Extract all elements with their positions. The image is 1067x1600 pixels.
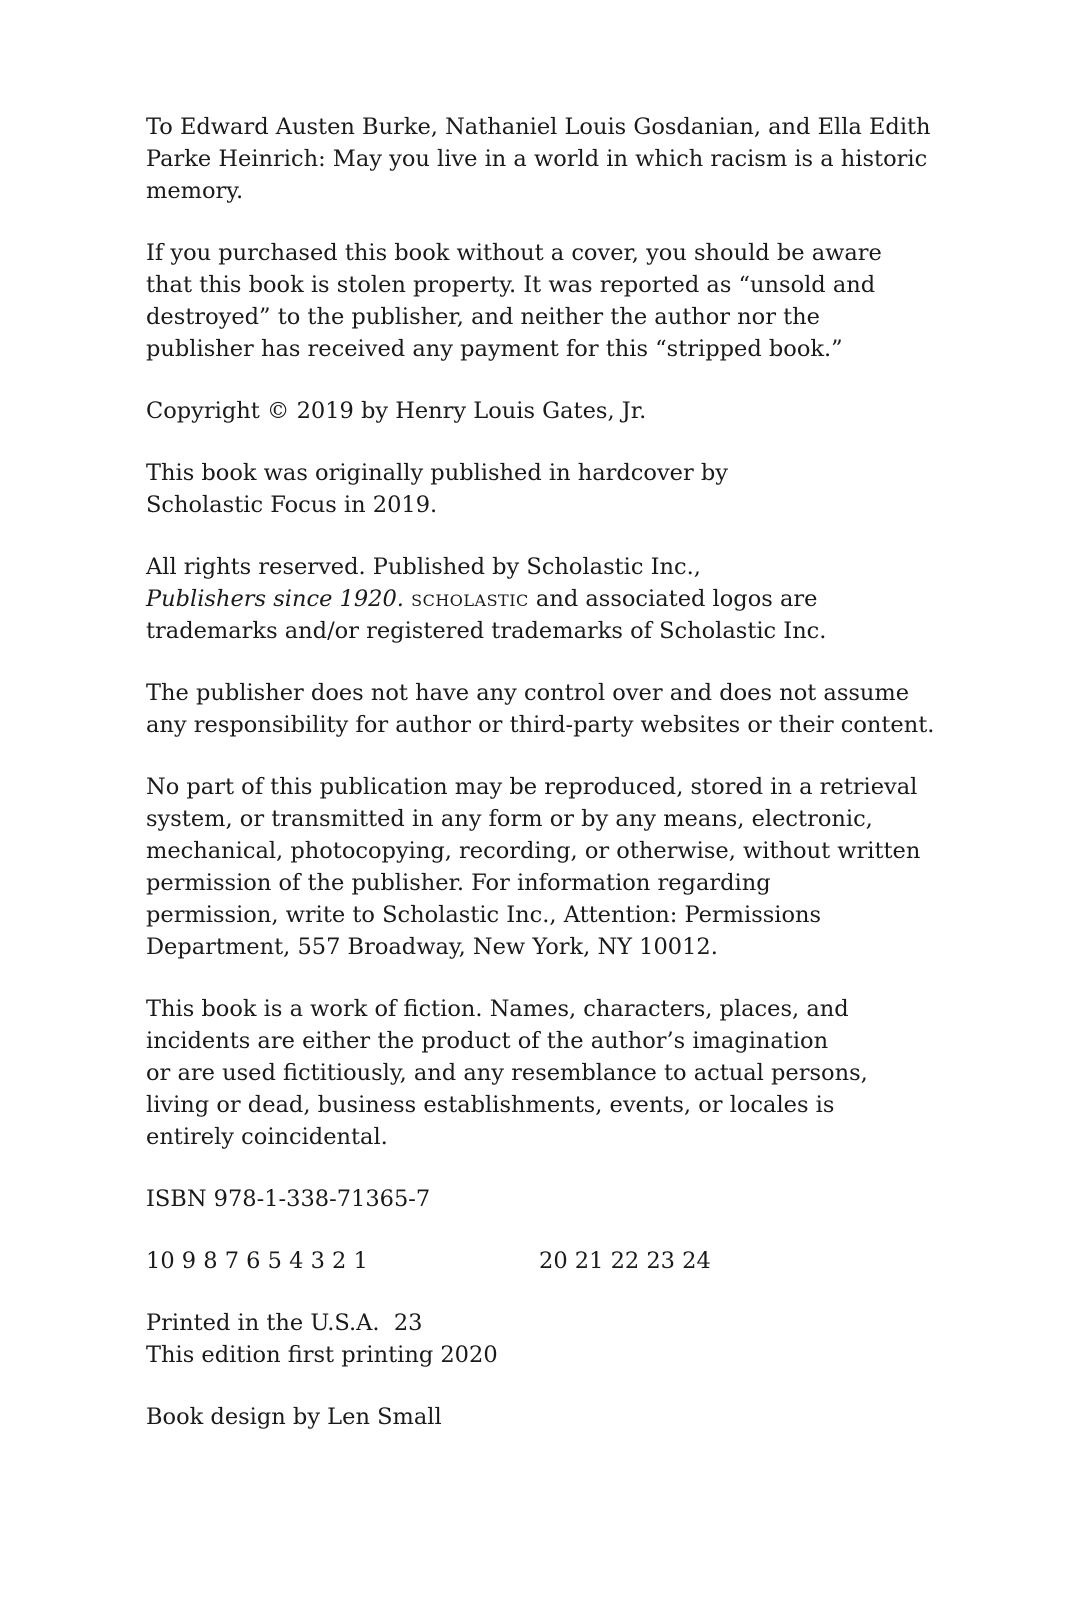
impression-numbers: 10 9 8 7 6 5 4 3 2 1 (146, 1248, 368, 1274)
reproduction-line: system, or transmitted in any form or by any means, electronic, (146, 806, 873, 832)
publishers-since-text: Publishers since 1920. (146, 586, 404, 612)
reproduction-notice (146, 771, 936, 963)
notice-line: that this book is stolen property. It was reported as “unsold and (146, 272, 876, 298)
rights-line: trademarks and/or registered trademarks of Scholastic Inc. (146, 618, 827, 644)
original-publication (146, 457, 936, 521)
reproduction-line: permission, write to Scholastic Inc., Attention: Permissions (146, 902, 822, 928)
fiction-line: or are used fictitiously, and any resemblance to actual persons, (146, 1060, 868, 1086)
reproduction-line: permission of the publisher. For information regarding (146, 870, 771, 896)
isbn (146, 1183, 936, 1215)
notice-line: If you purchased this book without a cover, you should be aware (146, 240, 882, 266)
fiction-line: entirely coincidental. (146, 1124, 388, 1150)
dedication-line: Parke Heinrich: May you live in a world in which racism is a historic (146, 146, 928, 172)
dedication (146, 111, 936, 207)
publication-line: Scholastic Focus in 2019. (146, 492, 438, 518)
copyright-line (146, 395, 936, 427)
disclaimer-line: The publisher does not have any control over and does not assume (146, 680, 910, 706)
copyright-text: Copyright © 2019 by Henry Louis Gates, Jr. (146, 398, 647, 424)
rights-line-rest: and associated logos are (535, 586, 818, 612)
scholastic-trademark: scholastic (411, 586, 529, 612)
design-credit (146, 1401, 936, 1433)
rights-line (146, 583, 936, 615)
notice-line: destroyed” to the publisher, and neither the author nor the (146, 304, 820, 330)
printed-in-line: Printed in the U.S.A. 23 (146, 1310, 423, 1336)
reproduction-line: Department, 557 Broadway, New York, NY 10012. (146, 934, 718, 960)
fiction-disclaimer (146, 993, 936, 1153)
fiction-line: living or dead, business establishments, events, or locales is (146, 1092, 835, 1118)
reproduction-line: mechanical, photocopying, recording, or otherwise, without written (146, 838, 921, 864)
reproduction-line: No part of this publication may be reproduced, stored in a retrieval (146, 774, 918, 800)
copyright-text-column (146, 111, 936, 1463)
printing-info (146, 1307, 936, 1371)
isbn-text: ISBN 978-1-338-71365-7 (146, 1186, 431, 1212)
printing-number-line (146, 1245, 936, 1277)
edition-line: This edition first printing 2020 (146, 1342, 498, 1368)
rights-line: All rights reserved. Published by Scholastic Inc., (146, 554, 701, 580)
fiction-line: This book is a work of fiction. Names, characters, places, and (146, 996, 849, 1022)
websites-disclaimer (146, 677, 936, 741)
design-credit-text: Book design by Len Small (146, 1404, 442, 1430)
dedication-line: memory. (146, 178, 244, 204)
rights-statement (146, 551, 936, 647)
dedication-line: To Edward Austen Burke, Nathaniel Louis Gosdanian, and Ella Edith (146, 114, 931, 140)
fiction-line: incidents are either the product of the author’s imagination (146, 1028, 829, 1054)
notice-line: publisher has received any payment for this “stripped book.” (146, 336, 843, 362)
disclaimer-line: any responsibility for author or third-party websites or their content. (146, 712, 935, 738)
publication-line: This book was originally published in hardcover by (146, 460, 729, 486)
stripped-book-notice (146, 237, 936, 365)
year-numbers: 20 21 22 23 24 (539, 1248, 711, 1274)
